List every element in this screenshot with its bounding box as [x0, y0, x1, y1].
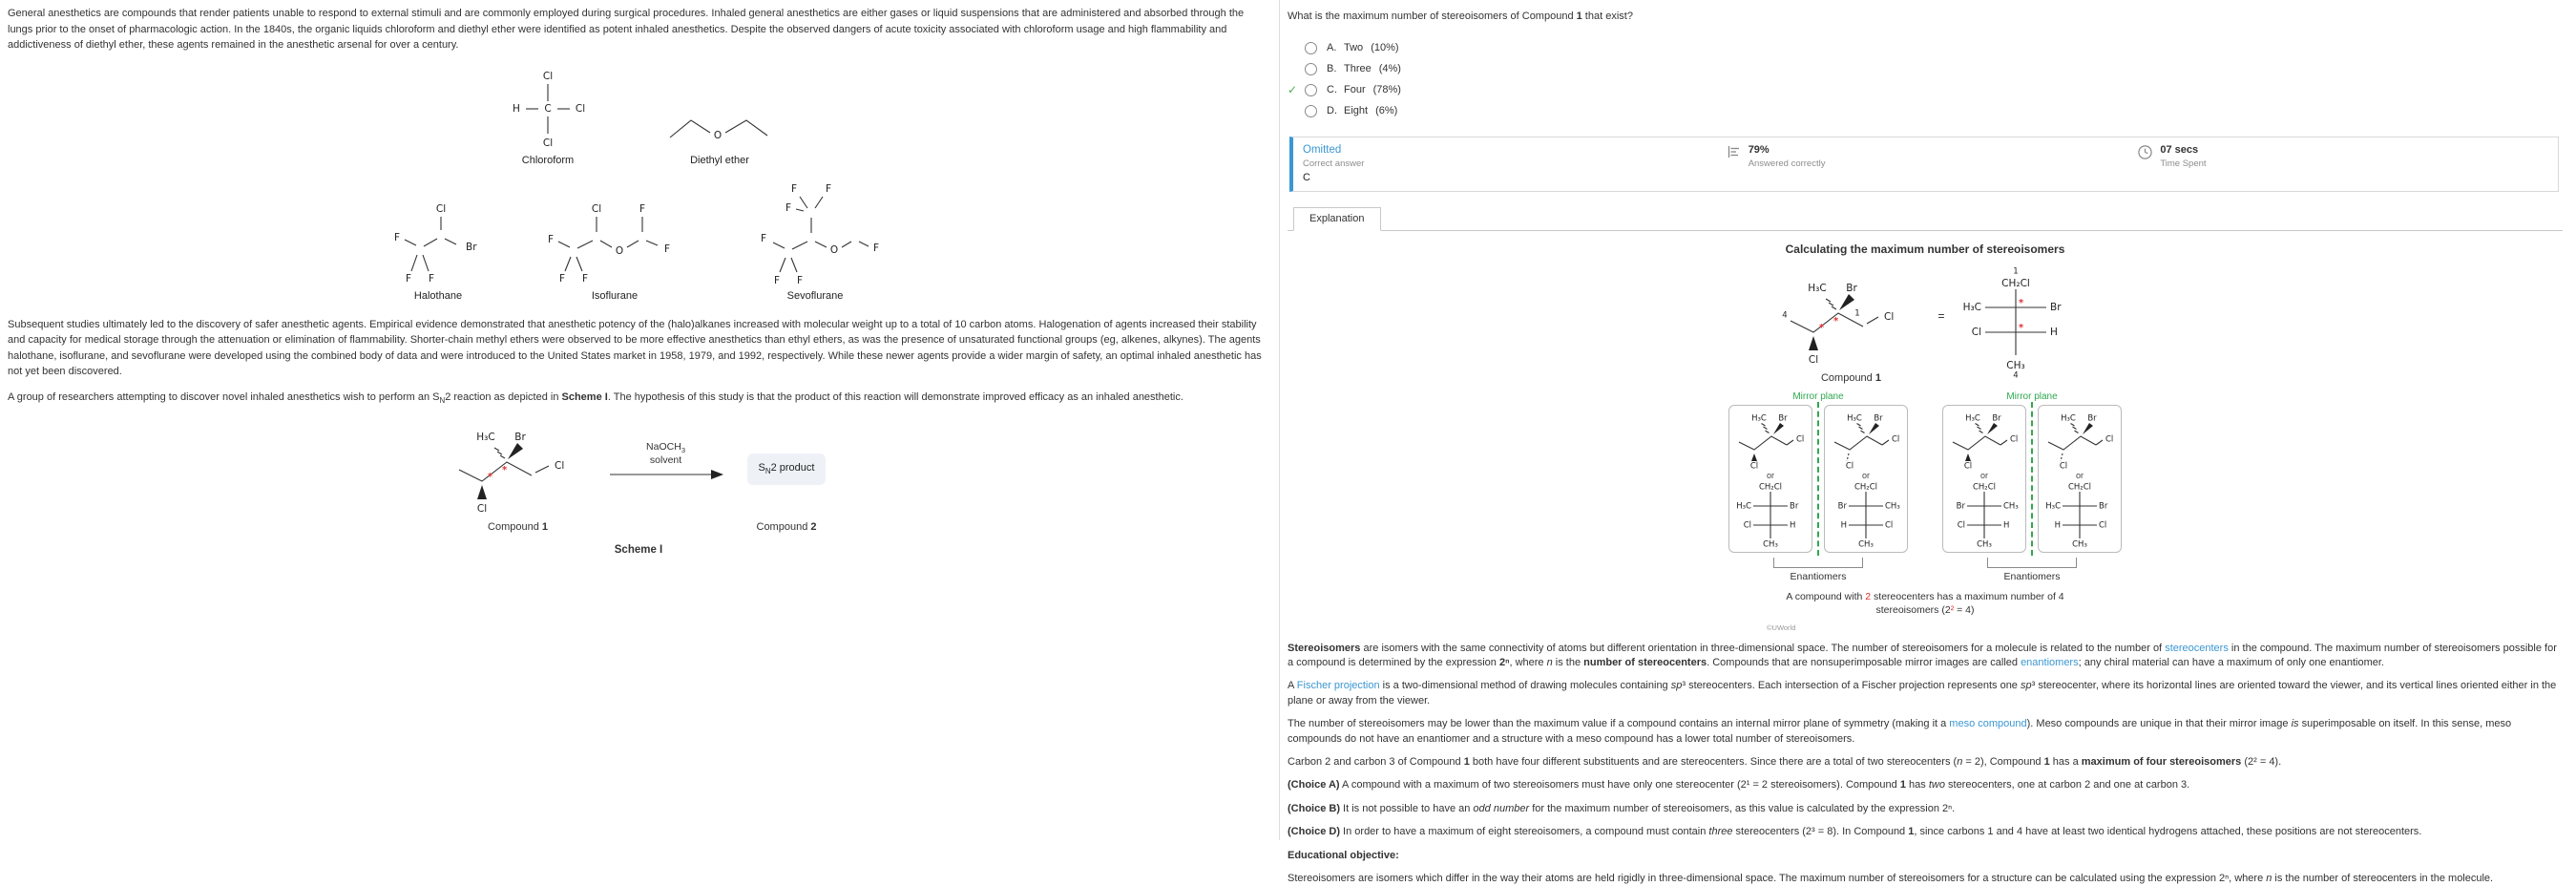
svg-text:1: 1 — [1854, 308, 1861, 319]
enantiomer-bracket — [1987, 558, 2077, 568]
svg-text:H₃C: H₃C — [1962, 302, 1981, 314]
svg-text:Cl: Cl — [1809, 354, 1819, 367]
svg-text:CH₃: CH₃ — [1763, 539, 1778, 549]
inline-link[interactable]: meso compound — [1949, 718, 2027, 730]
radio-choice-b[interactable] — [1305, 63, 1317, 75]
svg-text:Cl: Cl — [575, 102, 586, 115]
svg-text:CH₃: CH₃ — [2072, 539, 2087, 549]
svg-text:Cl: Cl — [1971, 327, 1981, 339]
svg-text:Cl: Cl — [1743, 520, 1751, 531]
educational-objective-header: Educational objective: — [1288, 849, 1399, 861]
svg-text:F: F — [872, 242, 880, 254]
fischer-projection — [2042, 481, 2117, 548]
stereoisomer-3d-structure — [2042, 411, 2117, 470]
svg-text:CH₃: CH₃ — [1858, 539, 1874, 549]
stereoisomer-box-2 — [1824, 405, 1908, 553]
svg-text:CH₂Cl: CH₂Cl — [2000, 278, 2030, 290]
tab-explanation[interactable]: Explanation — [1293, 207, 1381, 231]
explanation-choice-a: (Choice A) A compound with a maximum of two stereoisomers must have only one stereocenter (2¹ = 2 stereoisomers). Compound 1 has two stereocenters, one at carbon 2 and one at carbon 3. — [1288, 779, 2190, 791]
molecule-name: Sevoflurane — [786, 289, 844, 302]
svg-text:CH₂Cl: CH₂Cl — [2067, 482, 2092, 493]
svg-text:H₃C: H₃C — [1847, 413, 1862, 424]
mirror-plane-line — [1817, 402, 1819, 556]
svg-text:C: C — [544, 102, 552, 115]
result-status-label: Omitted — [1303, 144, 1342, 157]
svg-text:Cl: Cl — [1885, 520, 1894, 531]
molecule-chloroform — [500, 63, 596, 166]
educational-objective-text: Stereoisomers are isomers which differ in the way their atoms are held rigidly in three-dimensional space. The maximum number of stereoisomers for a structure can be calculated using the expression 2ⁿ, where n is the number of stereocenters in the molecule. — [1288, 872, 2494, 884]
reagent-label: NaOCH$_3$ — [646, 440, 686, 454]
compound-1-structure — [451, 424, 585, 516]
svg-text:Br: Br — [1874, 413, 1883, 424]
inline-link[interactable]: Fischer projection — [1296, 680, 1380, 692]
svg-text:H₃C: H₃C — [1751, 413, 1767, 424]
molecule-name: Isoflurane — [591, 289, 639, 302]
halothane-structure — [386, 196, 491, 286]
correct-answer-label: Correct answer — [1303, 158, 1365, 170]
svg-text:CH₃: CH₃ — [2003, 501, 2019, 512]
svg-text:*: * — [2018, 298, 2023, 309]
equals-sign: = — [1937, 309, 1945, 324]
svg-text:Br: Br — [466, 241, 477, 253]
svg-text:*: * — [501, 464, 507, 475]
molecule-name: Halothane — [413, 289, 463, 302]
structures-row-1 — [8, 63, 1269, 166]
svg-text:F: F — [547, 233, 555, 245]
scheme-compound-2 — [747, 422, 827, 533]
svg-text:O: O — [713, 129, 723, 141]
svg-text:F: F — [428, 272, 435, 285]
svg-text:F: F — [773, 274, 781, 286]
svg-text:H: H — [2003, 520, 2010, 531]
reaction-arrow-block — [608, 441, 724, 481]
fischer-projection — [1733, 481, 1808, 548]
correct-answer-value: C — [1303, 172, 1310, 184]
answered-pct-label: Answered correctly — [1748, 158, 1826, 170]
radio-choice-a[interactable] — [1305, 42, 1317, 54]
svg-text:Cl: Cl — [2059, 461, 2068, 471]
solvent-label: solvent — [649, 454, 682, 466]
svg-text:H: H — [1840, 520, 1847, 531]
stereoisomer-3d-structure — [1947, 411, 2021, 470]
fischer-projection — [1829, 481, 1903, 548]
svg-text:CH₂Cl: CH₂Cl — [1853, 482, 1878, 493]
svg-text:Br: Br — [2087, 413, 2097, 424]
enantiomer-pair-1 — [1728, 391, 1908, 582]
svg-text:Br: Br — [2099, 501, 2108, 512]
diethyl-ether-structure — [662, 101, 777, 151]
svg-text:F: F — [760, 232, 767, 244]
passage-paragraph-1: General anesthetics are compounds that render patients unable to respond to external stimuli and are commonly employed during surgical procedures. Inhaled general anesthetics are either gases or liquid suspensions that are administered and absorbed through the lungs prior to the onset of pharmacologic action. In the 1840s, the organic liquids chloroform and diethyl ether were identified as potent inhaled anesthetics. Despite the observed dangers of acute toxicity associated with chloroform usage and high flammability and addictiveness of diethyl ether, these agents remained in the anesthetic arsenal for over a century. — [8, 8, 1245, 51]
svg-text:H: H — [2054, 520, 2061, 531]
isoflurane-structure — [543, 196, 686, 286]
choice-letter: D. — [1327, 105, 1337, 117]
sevoflurane-structure — [739, 179, 891, 286]
or-label: or — [1861, 471, 1870, 481]
choice-letter: C. — [1327, 84, 1337, 96]
svg-text:F: F — [790, 182, 798, 195]
svg-text:Cl: Cl — [2010, 434, 2019, 445]
choice-percent: (6%) — [1375, 105, 1398, 117]
molecule-name: Diethyl ether — [690, 154, 749, 166]
fischer-projection — [1947, 481, 2021, 548]
svg-text:H: H — [1790, 520, 1796, 531]
or-label: or — [1766, 471, 1774, 481]
passage-paragraph-3: A group of researchers attempting to discover novel inhaled anesthetics wish to perform an $S_N2$ reaction as depicted in Scheme I. The hypothesis of this study is that the product of this reaction will demonstrate improved efficacy as an inhaled anesthetic. — [8, 390, 1183, 405]
svg-text:CH₂Cl: CH₂Cl — [1758, 482, 1783, 493]
enantiomers-label: Enantiomers — [2003, 571, 2061, 583]
stereoisomer-box-4 — [2038, 405, 2122, 553]
svg-text:Cl: Cl — [554, 459, 564, 472]
figure-caption-line-1: A compound with 2 stereocenters has a maximum number of 4 — [1786, 591, 2064, 603]
svg-text:Cl: Cl — [542, 70, 554, 82]
passage-panel — [0, 0, 1280, 840]
molecule-name: Chloroform — [521, 154, 575, 166]
svg-text:H: H — [513, 102, 520, 115]
result-status — [1303, 144, 1727, 183]
tab-bar — [1288, 207, 2563, 231]
sn2-product-box: $S_N2$ product — [747, 454, 827, 484]
compound-2-label: Compound 2 — [756, 520, 817, 533]
or-label: or — [2075, 471, 2084, 481]
clock-icon — [2137, 144, 2153, 160]
svg-text:F: F — [825, 182, 832, 195]
inline-link[interactable]: enantiomers — [2021, 657, 2079, 669]
inline-link[interactable]: stereocenters — [2165, 642, 2229, 654]
svg-text:Br: Br — [1837, 501, 1847, 512]
svg-text:Br: Br — [2049, 302, 2062, 314]
choice-percent: (78%) — [1372, 84, 1401, 96]
structures-row-2 — [8, 179, 1269, 302]
svg-text:4: 4 — [2012, 370, 2019, 381]
reaction-arrow — [608, 468, 724, 481]
enantiomer-bracket — [1773, 558, 1863, 568]
svg-text:4: 4 — [1782, 310, 1789, 321]
answered-correctly-stat — [1727, 144, 2138, 169]
choice-row-b[interactable] — [1288, 58, 2563, 79]
enantiomer-pair-2 — [1942, 391, 2122, 582]
svg-text:H: H — [2049, 327, 2058, 339]
scheme-title: Scheme I — [614, 543, 663, 556]
svg-text:Cl: Cl — [2099, 520, 2107, 531]
mirror-plane-label: Mirror plane — [2006, 391, 2058, 403]
svg-text:Cl: Cl — [1963, 461, 1973, 471]
svg-text:*: * — [487, 471, 492, 482]
svg-text:CH₃: CH₃ — [1885, 501, 1900, 512]
choice-text: Two — [1344, 42, 1364, 54]
question-text: What is the maximum number of stereoisomers of Compound 1 that exist? — [1288, 11, 1633, 22]
time-spent-stat — [2137, 144, 2548, 169]
svg-text:Cl: Cl — [1957, 520, 1965, 531]
time-spent-label: Time Spent — [2160, 158, 2207, 170]
svg-text:Br: Br — [1778, 413, 1788, 424]
svg-text:Cl: Cl — [1796, 434, 1805, 445]
choice-text: Four — [1344, 84, 1366, 96]
svg-text:Br: Br — [1846, 283, 1858, 295]
scheme-compound-1 — [451, 422, 585, 533]
choice-text: Three — [1344, 63, 1372, 75]
compound-1-structure-annotated — [1779, 277, 1922, 369]
svg-text:F: F — [639, 202, 646, 215]
copyright-watermark: ©UWorld — [1767, 622, 1796, 632]
choice-row-a[interactable] — [1288, 37, 2563, 58]
explanation-content — [1288, 243, 2563, 886]
svg-text:CH₃: CH₃ — [2005, 360, 2025, 372]
mirror-plane-label: Mirror plane — [1792, 391, 1844, 403]
choice-percent: (10%) — [1371, 42, 1399, 54]
svg-text:H₃C: H₃C — [475, 431, 495, 443]
choice-row-d[interactable] — [1288, 100, 2563, 121]
svg-text:H₃C: H₃C — [2061, 413, 2076, 424]
svg-text:F: F — [581, 272, 589, 285]
choice-percent: (4%) — [1378, 63, 1401, 75]
explanation-paragraph-4: Carbon 2 and carbon 3 of Compound 1 both have four different substituents and are stereocenters. Since there are a total of two stereocenters (n = 2), Compound 1 has a maximum of four stereoisomers (2² = 4). — [1288, 756, 2282, 769]
svg-text:Cl: Cl — [542, 137, 554, 149]
chloroform-structure — [500, 63, 596, 151]
radio-choice-c[interactable] — [1305, 84, 1317, 96]
radio-choice-d[interactable] — [1305, 105, 1317, 117]
svg-text:1: 1 — [2012, 266, 2019, 277]
explanation-paragraph-1: Stereoisomers are isomers with the same connectivity of atoms but different orientation in three-dimensional space. The number of stereoisomers for a molecule is related to the number of stereocenters in the compound. The maximum number of stereoisomers possible for a compound is determined by the expression 2ⁿ, where n is the number of stereocenters. Compounds that are nonsuperimposable mirror images are called enantiomers; any chiral material can have a maximum of only one enantiomer. — [1288, 642, 2557, 669]
svg-text:H₃C: H₃C — [2045, 501, 2061, 512]
svg-text:*: * — [1819, 323, 1825, 334]
fischer-projection-main — [1960, 264, 2071, 380]
svg-text:H₃C: H₃C — [1965, 413, 1980, 424]
correct-check-icon: ✓ — [1288, 83, 1298, 97]
svg-text:*: * — [1833, 316, 1839, 327]
molecule-halothane — [386, 196, 491, 302]
explanation-paragraph-3: The number of stereoisomers may be lower than the maximum value if a compound contains an internal mirror plane of symmetry (making it a meso compound). Meso compounds are unique in that their mirror image is superimposable on itself. In this sense, meso compounds do not have an enantiomer and a structure with a meso compound has a lower total number of stereoisomers. — [1288, 718, 2512, 745]
svg-text:Br: Br — [1790, 501, 1799, 512]
svg-text:Cl: Cl — [2105, 434, 2114, 445]
choices-list — [1288, 37, 2563, 121]
explanation-choice-d: (Choice D) In order to have a maximum of eight stereoisomers, a compound must contain three stereocenters (2³ = 8). In Compound 1, since carbons 1 and 4 have at least two identical hydrogens attached, these positions are not stereocenters. — [1288, 826, 2422, 838]
figure-compound-1 — [1779, 264, 1922, 384]
choice-text: Eight — [1344, 105, 1369, 117]
svg-text:Cl: Cl — [476, 502, 487, 515]
scheme-1 — [8, 422, 1269, 556]
mirror-plane-line — [2031, 402, 2033, 556]
svg-text:F: F — [558, 272, 566, 285]
svg-text:Cl: Cl — [1892, 434, 1900, 445]
stereoisomer-box-1 — [1728, 405, 1812, 553]
svg-text:O: O — [829, 243, 839, 256]
or-label: or — [1979, 471, 1988, 481]
svg-text:F: F — [796, 274, 804, 286]
molecule-diethyl-ether — [662, 101, 777, 166]
anesthetic-structures-figure — [8, 63, 1269, 302]
molecule-isoflurane — [543, 196, 686, 302]
stereoisomer-3d-structure — [1733, 411, 1808, 470]
figure-title: Calculating the maximum number of stereoisomers — [1785, 243, 2065, 257]
explanation-choice-b: (Choice B) It is not possible to have an odd number for the maximum number of stereoisomers, as this value is calculated by the expression 2ⁿ. — [1288, 802, 1956, 814]
svg-text:CH₂Cl: CH₂Cl — [1972, 482, 1997, 493]
svg-text:Cl: Cl — [1749, 461, 1759, 471]
svg-text:F: F — [405, 272, 412, 285]
figure-caption-line-2: stereoisomers (2² = 4) — [1875, 604, 1975, 617]
question-panel — [1280, 0, 2576, 884]
svg-text:H₃C: H₃C — [1808, 283, 1828, 295]
time-spent-value: 07 secs — [2160, 144, 2199, 157]
svg-text:Br: Br — [1956, 501, 1965, 512]
svg-text:H₃C: H₃C — [1736, 501, 1751, 512]
svg-text:F: F — [785, 201, 792, 214]
result-stats-box — [1289, 137, 2559, 192]
svg-text:Cl: Cl — [435, 202, 447, 215]
explanation-text — [1288, 642, 2563, 886]
explanation-paragraph-2: A Fischer projection is a two-dimensional method of drawing molecules containing sp³ stereocenters. Each intersection of a Fischer projection represents one sp³ stereocenter, where its horizontal lines are oriented toward the viewer, and its vertical lines oriented either in the plane or away from the viewer. — [1288, 680, 2557, 707]
svg-text:F: F — [393, 231, 401, 243]
svg-text:F: F — [663, 243, 671, 255]
svg-text:Br: Br — [1992, 413, 2001, 424]
passage-paragraph-2: Subsequent studies ultimately led to the discovery of safer anesthetic agents. Empirical evidence demonstrated that anesthetic potency of the (halo)alkanes increased with molecular weight up to a total of 10 carbon atoms. Halogenation of agents increased their stability and capacity for medical storage through the attenuation or elimination of flammability. Shorter-chain methyl ethers were observed to be more effective anesthetics than ethyl ethers, as was the presence of unsaturated functional groups (eg, alkenes, alkynes). The agents halothane, isoflurane, and sevoflurane were developed using the combined body of data and were introduced to the United States market in 1958, 1979, and 1992, respectively. While these newer agents provide a wider margin of safety, an optimal inhaled anesthetic has not yet been discovered. — [8, 318, 1262, 377]
stereoisomer-3d-structure — [1829, 411, 1903, 470]
stereoisomer-box-3 — [1942, 405, 2026, 553]
svg-text:Cl: Cl — [591, 202, 602, 215]
stereoisomer-figure — [1658, 264, 2192, 631]
svg-text:*: * — [2018, 323, 2023, 334]
svg-text:Cl: Cl — [1884, 311, 1895, 324]
choice-row-c[interactable] — [1288, 79, 2563, 100]
answered-pct-value: 79% — [1748, 144, 1770, 157]
bar-chart-icon — [1727, 144, 1742, 159]
molecule-sevoflurane — [739, 179, 891, 302]
svg-text:Br: Br — [513, 431, 526, 443]
figure-compound-1-label: Compound 1 — [1820, 372, 1881, 385]
svg-text:O: O — [615, 244, 624, 257]
compound-1-label: Compound 1 — [488, 520, 549, 533]
figure-caption — [1658, 591, 2192, 617]
choice-letter: A. — [1327, 42, 1337, 54]
svg-text:Cl: Cl — [1845, 461, 1854, 471]
choice-letter: B. — [1327, 63, 1337, 75]
enantiomers-label: Enantiomers — [1790, 571, 1847, 583]
svg-text:CH₃: CH₃ — [1977, 539, 1992, 549]
